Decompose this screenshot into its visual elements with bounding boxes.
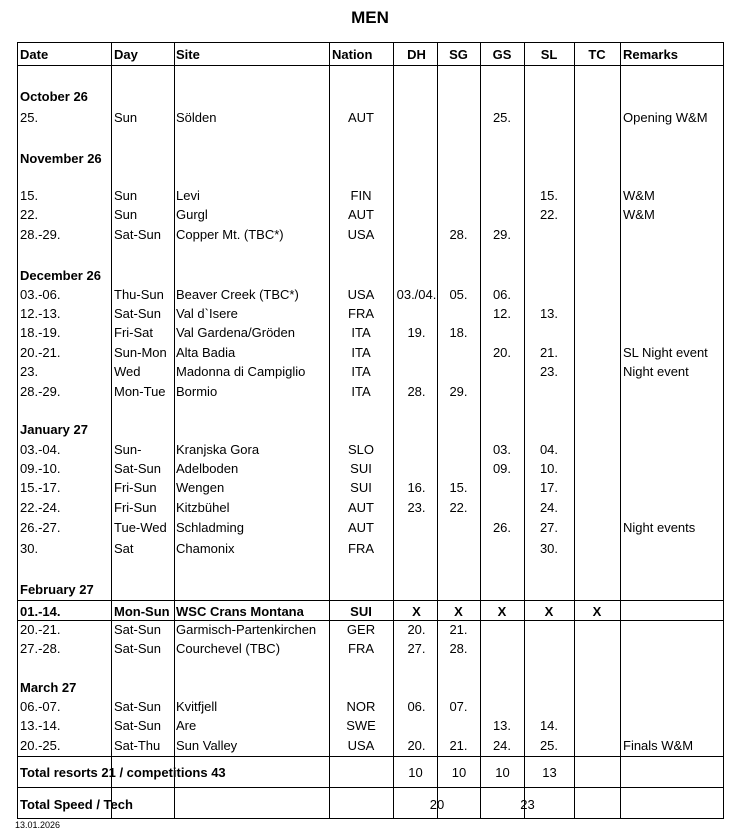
cell-site: Gurgl — [176, 207, 208, 222]
cell-remarks — [623, 459, 723, 478]
cell-dh: 23. — [407, 500, 426, 515]
cell-dh — [394, 304, 439, 323]
cell-remarks: SL Night event — [623, 345, 708, 360]
cell-nation: FRA — [348, 306, 374, 321]
cell-tc — [574, 382, 620, 401]
cell-dh — [394, 440, 439, 459]
table-row — [17, 716, 724, 735]
table-row — [17, 639, 724, 658]
cell-nation: USA — [347, 227, 375, 242]
cell-sl — [524, 639, 574, 658]
cell-date: 03.-06. — [20, 287, 61, 302]
cell-day: Sat-Sun — [114, 641, 161, 656]
cell-tc — [574, 639, 620, 658]
cell-sg: 21. — [449, 622, 468, 637]
divider — [17, 600, 724, 601]
cell-gs — [480, 323, 524, 342]
divider — [17, 65, 724, 66]
cell-nation: GER — [346, 622, 376, 637]
header-date: Date — [20, 47, 49, 62]
cell-day: Fri-Sun — [114, 500, 157, 515]
cell-sl: 04. — [539, 442, 559, 457]
cell-dh: 20. — [407, 738, 426, 753]
cell-tc — [574, 716, 620, 735]
cell-site: Garmisch-Partenkirchen — [176, 622, 317, 637]
cell-nation: ITA — [351, 325, 371, 340]
cell-site: Beaver Creek (TBC*) — [176, 287, 299, 302]
cell-dh: 27. — [407, 641, 426, 656]
cell-remarks — [623, 602, 723, 621]
cell-dh — [394, 343, 439, 362]
cell-site: Schladming — [176, 520, 244, 535]
table-row — [17, 304, 724, 323]
cell-dh — [394, 108, 439, 127]
cell-remarks — [623, 285, 723, 304]
header-site: Site — [176, 47, 200, 62]
cell-nation: ITA — [351, 384, 371, 399]
cell-tc — [574, 478, 620, 497]
table-row — [17, 620, 724, 639]
cell-tc — [574, 440, 620, 459]
cell-sl — [524, 382, 574, 401]
cell-date: 22. — [20, 207, 39, 222]
cell-gs — [480, 186, 524, 205]
cell-day: Sat — [114, 541, 134, 556]
cell-tc — [574, 205, 620, 224]
cell-sg: X — [454, 604, 463, 619]
month-heading: March 27 — [20, 680, 77, 695]
cell-tc — [574, 736, 620, 755]
table-row — [17, 382, 724, 401]
cell-sg — [437, 205, 480, 224]
cell-tc — [574, 225, 620, 244]
cell-remarks — [623, 697, 723, 716]
cell-site: Are — [176, 718, 197, 733]
cell-remarks: Night event — [623, 364, 689, 379]
cell-sg — [437, 186, 480, 205]
table-row — [17, 539, 724, 558]
cell-day: Sun — [114, 207, 138, 222]
cell-remarks — [623, 323, 723, 342]
cell-nation: FRA — [348, 541, 374, 556]
cell-gs: 12. — [492, 306, 512, 321]
cell-gs — [480, 205, 524, 224]
cell-tc — [574, 620, 620, 639]
cell-tc — [574, 186, 620, 205]
cell-sg — [437, 343, 480, 362]
cell-sl: 30. — [539, 541, 559, 556]
cell-gs: 09. — [492, 461, 512, 476]
cell-sg: 29. — [449, 384, 468, 399]
cell-day: Sat-Sun — [114, 699, 161, 714]
cell-day: Sun-Mon — [114, 345, 167, 360]
cell-dh — [394, 205, 439, 224]
cell-tc — [574, 459, 620, 478]
cell-site: Kvitfjell — [176, 699, 218, 714]
cell-dh — [394, 186, 439, 205]
cell-day: Sat-Sun — [114, 622, 161, 637]
cell-tc — [574, 108, 620, 127]
cell-gs: 26. — [492, 520, 512, 535]
cell-remarks — [623, 639, 723, 658]
cell-sl — [524, 285, 574, 304]
cell-site: Val Gardena/Gröden — [176, 325, 295, 340]
cell-day: Mon-Sun — [114, 604, 170, 619]
cell-nation: ITA — [351, 364, 371, 379]
cell-sg: 05. — [449, 287, 468, 302]
cell-dh: 19. — [407, 325, 426, 340]
cell-date: 20.-21. — [20, 622, 61, 637]
cell-dh: 06. — [407, 699, 426, 714]
cell-sl: X — [544, 604, 554, 619]
cell-nation: SUI — [350, 604, 372, 619]
cell-date: 28.-29. — [20, 384, 61, 399]
total-dh: 10 — [408, 765, 423, 780]
cell-sl: 17. — [539, 480, 559, 495]
cell-dh: 16. — [407, 480, 426, 495]
cell-sg: 18. — [449, 325, 468, 340]
table-header — [17, 45, 724, 64]
cell-sl: 15. — [539, 188, 559, 203]
cell-nation: ITA — [351, 345, 371, 360]
cell-sl: 23. — [539, 364, 559, 379]
cell-remarks — [623, 478, 723, 497]
cell-nation: FIN — [350, 188, 372, 203]
cell-sg: 22. — [449, 500, 468, 515]
cell-day: Sat-Sun — [114, 227, 161, 242]
cell-sl: 22. — [539, 207, 559, 222]
cell-tc — [574, 343, 620, 362]
cell-date: 26.-27. — [20, 520, 61, 535]
cell-date: 25. — [20, 110, 39, 125]
cell-date: 27.-28. — [20, 641, 61, 656]
cell-nation: SWE — [346, 718, 376, 733]
cell-dh — [394, 459, 439, 478]
cell-gs: 20. — [492, 345, 512, 360]
cell-gs: 24. — [492, 738, 512, 753]
cell-gs: X — [497, 604, 507, 619]
cell-date: 06.-07. — [20, 699, 61, 714]
cell-gs — [480, 639, 524, 658]
cell-gs: 06. — [492, 287, 512, 302]
cell-dh — [394, 539, 439, 558]
cell-sl — [524, 108, 574, 127]
page-title: MEN — [351, 8, 389, 27]
table-row — [17, 186, 724, 205]
header-dh: DH — [407, 47, 426, 62]
cell-date: 01.-14. — [20, 604, 61, 619]
cell-sg: 21. — [449, 738, 468, 753]
cell-nation: FRA — [348, 641, 374, 656]
table-row — [17, 697, 724, 716]
cell-sl: 24. — [539, 500, 559, 515]
cell-dh — [394, 362, 439, 381]
cell-day: Sun — [114, 188, 138, 203]
cell-date: 28.-29. — [20, 227, 61, 242]
cell-nation: AUT — [348, 500, 374, 515]
table-row — [17, 225, 724, 244]
cell-remarks — [623, 304, 723, 323]
cell-tc — [574, 323, 620, 342]
cell-day: Thu-Sun — [114, 287, 164, 302]
cell-site: Courchevel (TBC) — [176, 641, 281, 656]
total-tech: 23 — [520, 797, 535, 812]
cell-date: 15. — [20, 188, 39, 203]
cell-site: Bormio — [176, 384, 218, 399]
cell-remarks: Finals W&M — [623, 738, 694, 753]
cell-date: 18.-19. — [20, 325, 61, 340]
cell-gs — [480, 539, 524, 558]
cell-nation: USA — [347, 738, 375, 753]
cell-remarks — [623, 539, 723, 558]
cell-sg: 28. — [449, 641, 468, 656]
header-day: Day — [114, 47, 138, 62]
cell-remarks — [623, 620, 723, 639]
table-row — [17, 459, 724, 478]
cell-gs — [480, 478, 524, 497]
cell-gs — [480, 382, 524, 401]
cell-sg — [437, 459, 480, 478]
cell-day: Sat-Sun — [114, 461, 161, 476]
cell-day: Sun- — [114, 442, 142, 457]
cell-site: Copper Mt. (TBC*) — [176, 227, 284, 242]
cell-site: Alta Badia — [176, 345, 236, 360]
cell-dh: 28. — [407, 384, 426, 399]
cell-sg: 07. — [449, 699, 468, 714]
cell-remarks: W&M — [623, 207, 655, 222]
cell-day: Sun — [114, 110, 138, 125]
cell-sg: 15. — [449, 480, 468, 495]
cell-sl: 13. — [539, 306, 559, 321]
cell-tc — [574, 362, 620, 381]
cell-date: 03.-04. — [20, 442, 61, 457]
cell-date: 15.-17. — [20, 480, 61, 495]
cell-tc — [574, 285, 620, 304]
cell-date: 22.-24. — [20, 500, 61, 515]
cell-tc: X — [592, 604, 602, 619]
total-speed: 20 — [429, 797, 445, 812]
cell-date: 09.-10. — [20, 461, 61, 476]
cell-remarks — [623, 716, 723, 735]
cell-site: Wengen — [176, 480, 225, 495]
table-row — [17, 362, 724, 381]
table-row — [17, 736, 724, 755]
cell-remarks: Opening W&M — [623, 110, 708, 125]
cell-nation: AUT — [348, 520, 374, 535]
month-heading: November 26 — [20, 151, 102, 166]
cell-gs: 25. — [492, 110, 512, 125]
header-sg: SG — [449, 47, 468, 62]
total-sg: 10 — [451, 765, 467, 780]
cell-dh — [394, 225, 439, 244]
month-heading: January 27 — [20, 422, 88, 437]
cell-nation: AUT — [348, 110, 374, 125]
header-remarks: Remarks — [623, 47, 678, 62]
cell-sl: 10. — [539, 461, 559, 476]
table-row — [17, 285, 724, 304]
month-heading: December 26 — [20, 268, 101, 283]
cell-gs: 13. — [492, 718, 512, 733]
cell-day: Tue-Wed — [114, 520, 167, 535]
cell-remarks — [623, 225, 723, 244]
header-tc: TC — [588, 47, 606, 62]
cell-sl: 25. — [539, 738, 559, 753]
table-row — [17, 205, 724, 224]
cell-site: Val d`Isere — [176, 306, 238, 321]
cell-day: Fri-Sat — [114, 325, 153, 340]
divider — [17, 787, 724, 788]
table-row — [17, 478, 724, 497]
cell-sg — [437, 362, 480, 381]
cell-remarks — [623, 440, 723, 459]
cell-date: 20.-21. — [20, 345, 61, 360]
cell-remarks: Night events — [623, 520, 696, 535]
table-row — [17, 498, 724, 517]
cell-site: Levi — [176, 188, 200, 203]
cell-sl: 27. — [539, 520, 559, 535]
month-heading: October 26 — [20, 89, 88, 104]
cell-tc — [574, 697, 620, 716]
cell-sg — [437, 108, 480, 127]
cell-site: Adelboden — [176, 461, 239, 476]
cell-day: Fri-Sun — [114, 480, 157, 495]
cell-sl — [524, 620, 574, 639]
divider — [17, 756, 724, 757]
cell-date: 13.-14. — [20, 718, 61, 733]
total-gs: 10 — [495, 765, 510, 780]
cell-day: Sat-Thu — [114, 738, 161, 753]
cell-nation: NOR — [346, 699, 376, 714]
cell-site: WSC Crans Montana — [176, 604, 304, 619]
cell-gs — [480, 498, 524, 517]
cell-date: 20.-25. — [20, 738, 61, 753]
header-nation: Nation — [332, 47, 373, 62]
cell-site: Sun Valley — [176, 738, 238, 753]
cell-tc — [574, 539, 620, 558]
cell-sl — [524, 323, 574, 342]
table-row — [17, 323, 724, 342]
total-sl: 13 — [542, 765, 557, 780]
cell-gs — [480, 362, 524, 381]
cell-dh: 03./04. — [396, 287, 437, 302]
cell-dh — [394, 716, 439, 735]
cell-nation: SLO — [347, 442, 374, 457]
cell-sg — [437, 539, 480, 558]
total-speed-tech-label: Total Speed / Tech — [20, 797, 133, 812]
cell-remarks — [623, 498, 723, 517]
table-row — [17, 343, 724, 362]
cell-date: 12.-13. — [20, 306, 61, 321]
cell-sg — [437, 716, 480, 735]
month-heading: February 27 — [20, 582, 94, 597]
table-row — [17, 440, 724, 459]
cell-gs — [480, 697, 524, 716]
cell-nation: SUI — [350, 461, 372, 476]
cell-sl — [524, 225, 574, 244]
cell-site: Sölden — [176, 110, 217, 125]
cell-nation: SUI — [350, 480, 372, 495]
cell-day: Sat-Sun — [114, 306, 161, 321]
total-resorts-label: Total resorts 21 / competitions 43 — [20, 765, 226, 780]
cell-site: Kranjska Gora — [176, 442, 260, 457]
cell-remarks: W&M — [623, 188, 655, 203]
cell-site: Kitzbühel — [176, 500, 230, 515]
cell-gs: 29. — [492, 227, 512, 242]
cell-gs — [480, 620, 524, 639]
cell-tc — [574, 518, 620, 537]
footer-date: 13.01.2026 — [15, 820, 61, 830]
cell-date: 23. — [20, 364, 39, 379]
cell-dh — [394, 518, 439, 537]
table-row-highlight — [17, 602, 724, 621]
cell-sg — [437, 304, 480, 323]
header-gs: GS — [492, 47, 512, 62]
cell-day: Sat-Sun — [114, 718, 161, 733]
cell-sg — [437, 518, 480, 537]
cell-sl: 21. — [539, 345, 559, 360]
cell-sg — [437, 440, 480, 459]
cell-site: Madonna di Campiglio — [176, 364, 306, 379]
cell-day: Mon-Tue — [114, 384, 166, 399]
cell-date: 30. — [20, 541, 39, 556]
table-row — [17, 518, 724, 537]
cell-tc — [574, 304, 620, 323]
cell-site: Chamonix — [176, 541, 235, 556]
cell-nation: AUT — [348, 207, 374, 222]
cell-nation: USA — [347, 287, 375, 302]
cell-sg: 28. — [449, 227, 468, 242]
cell-tc — [574, 498, 620, 517]
cell-sl — [524, 697, 574, 716]
cell-gs: 03. — [492, 442, 512, 457]
header-sl: SL — [540, 47, 558, 62]
cell-dh: 20. — [407, 622, 426, 637]
table-row — [17, 108, 724, 127]
cell-day: Wed — [114, 364, 141, 379]
cell-dh: X — [412, 604, 421, 619]
cell-remarks — [623, 382, 723, 401]
cell-sl: 14. — [539, 718, 559, 733]
